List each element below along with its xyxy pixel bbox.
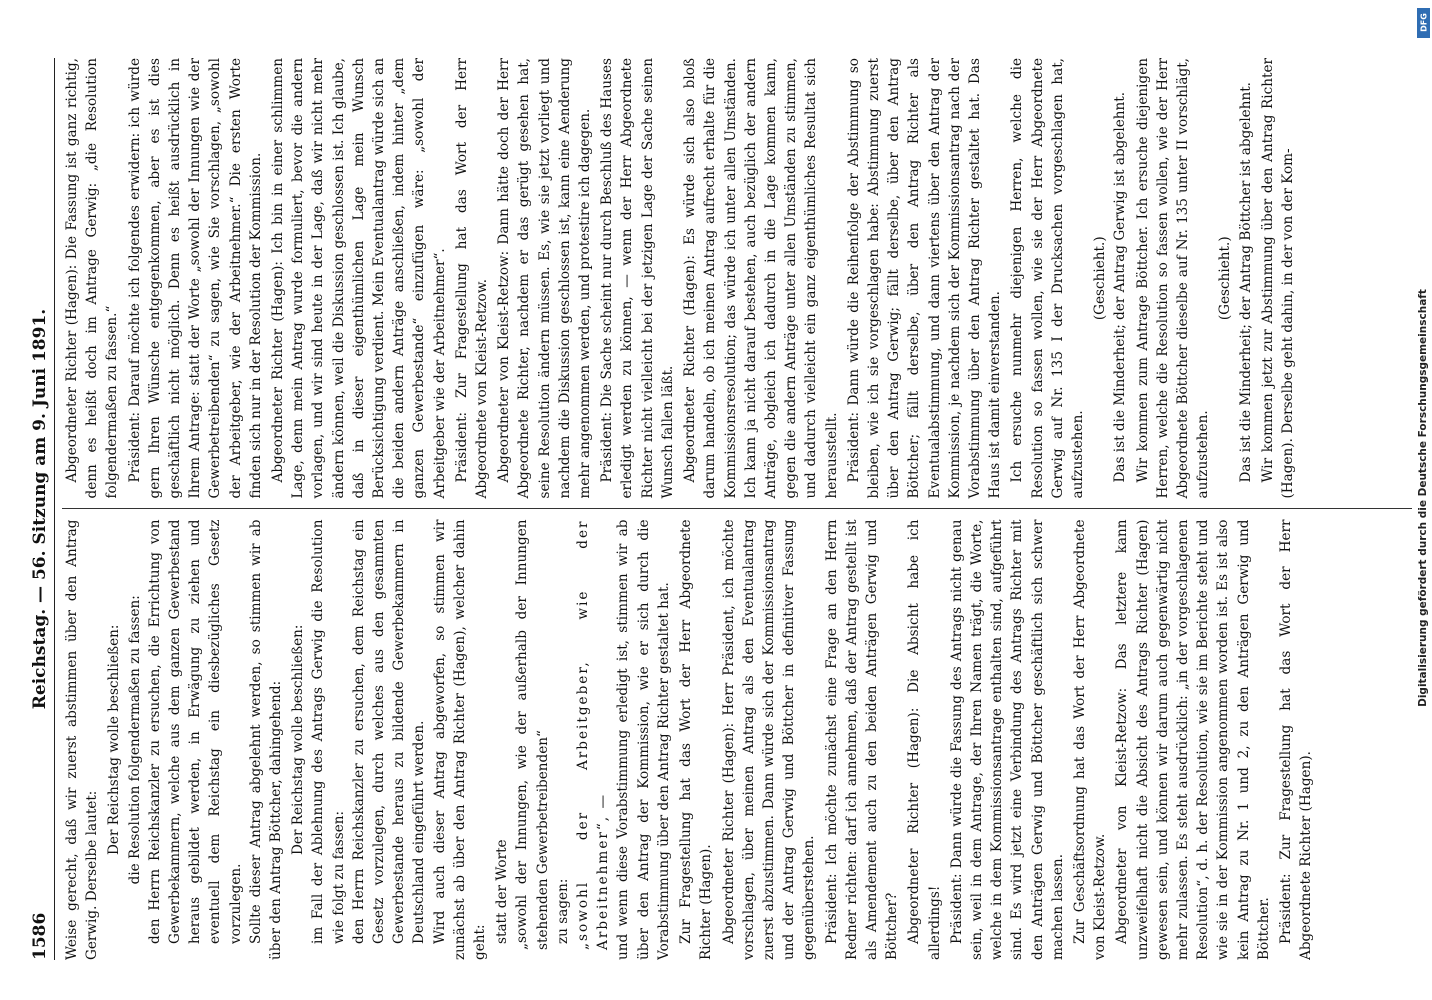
paragraph: Wir kommen zum Antrage Böttcher. Ich ersuche diejenigen Herren, welche die Resolution so fassen wollen, wie der Herr Abgeordnete Böttcher dieselbe auf Nr. 135 unter II vorschlägt, aufzustehen.	[1134, 58, 1212, 499]
speaker-paragraph: Präsident: Dann würde die Fassung des Antrags nicht genau sein, weil in dem Antrage, der Ihren Namen trägt, die Worte, welche in dem Kommissionsantrage enthalten sind, aufgeführt sind. Es wird jetzt eine Verbindung des Antrags Richter mit den Anträgen Gerwig und Böttcher geschäftlich sich schwer machen lassen.	[948, 519, 1066, 960]
quotation: „sowohl der Arbeitgeber, wie der Arbeitnehmer“, —	[575, 519, 612, 950]
speaker-paragraph: Abgeordneter von Kleist-Retzow: Dann hätte doch der Herr Abgeordnete Richter, nachdem er das gerügt gesehen hat, seine Resolution ändern müssen. Es, wie sie jetzt vorliegt und nachdem die Diskussion geschlossen ist, kann eine Aenderung mehr angenommen werden, und protestire ich dagegen.	[496, 58, 594, 499]
paragraph: Wird auch dieser Antrag abgeworfen, so stimmen wir zunächst ab über den Antrag Richter (Hagen), welcher dahin geht:	[431, 519, 489, 960]
speaker-paragraph: Abgeordneter Richter (Hagen): Die Fassung ist ganz richtig, denn es heißt doch im Antrage Gerwig: „die Resolution folgendermaßen zu fassen.“	[64, 58, 121, 499]
paragraph: den Herrn Reichskanzler zu ersuchen, die Errichtung von Gewerbekammern, welche aus dem ganzen Gewerbestand heraus gebildet werden, in Erwägung zu ziehen und eventuell dem Reichstag ein diesbezügliches Gesetz vorzulegen.	[146, 519, 244, 944]
right-column	[62, 58, 1412, 509]
paragraph: die Resolution folgendermaßen zu fassen:	[126, 595, 143, 885]
paragraph: den Herrn Reichskanzler zu ersuchen, dem Reichstag ein Gesetz vorzulegen, durch welches aus den gesammten Gewerbestande heraus zu bildende Gewerbekammern in Deutschland eingeführt werden.	[350, 519, 428, 944]
stage-direction: (Geschieht.)	[1217, 236, 1234, 321]
paragraph: Der Reichstag wolle beschließen:	[106, 624, 123, 855]
speaker-paragraph: Abgeordneter Richter (Hagen): Es würde sich also bloß darum handeln, ob ich meinen Antrag aufrecht erhalte für die Kommissionsresolution; das würde ich unter allen Umständen. Ich kann ja nicht darauf bestehen, auch bezüglich der andern Anträge, obgleich ich dadurch in die Lage kommen kann, gegen die andern Anträge unter allen Umständen zu stimmen, und dadurch vielleicht ein ganz eigenthümliches Resultat sich herausstellt.	[682, 58, 840, 499]
running-head	[24, 58, 55, 960]
speaker-paragraph: Abgeordneter Richter (Hagen): Herr Präsident, ich möchte vorschlagen, über meinen Antrag als den Eventualantrag zuerst abzustimmen. Dann würde sich der Kommissionsantrag und der Antrag Gerwig und Böttcher in definitiver Fassung gegenüberstehen.	[720, 519, 818, 960]
speaker-paragraph: Präsident: Ich möchte zunächst eine Frage an den Herrn Redner richten: darf ich annehmen, daß der Antrag gestellt ist als Amendement auch zu den beiden Anträgen Gerwig und Böttcher?	[823, 519, 901, 960]
paragraph: Das ist die Minderheit; der Antrag Gerwig ist abgelehnt.	[1112, 91, 1129, 483]
paragraph: statt der Worte	[494, 839, 511, 944]
paragraph: Zur Fragestellung hat das Wort der Herr Abgeordnete Richter (Hagen).	[678, 519, 715, 960]
paragraph: Das ist die Minderheit; der Antrag Böttcher ist abgelehnt.	[1237, 81, 1254, 483]
speaker-paragraph: Präsident: Zur Fragestellung hat das Wort der Herr Abgeordnete Richter (Hagen).	[1277, 519, 1315, 960]
stage-direction: (Geschieht.)	[1092, 236, 1109, 321]
speaker-paragraph: Präsident: Darauf möchte ich folgendes erwidern: ich würde gern Ihren Wünsche entgegenkommen, aber es ist dies geschäftlich nicht möglich. Denn es heißt ausdrücklich in Ihrem Antrage: statt der Worte „sowohl der Innungen wie der Gewerbetreibenden“ zu sagen, wie Sie vorschlagen, „sowohl der Arbeitgeber, wie der Arbeitnehmer.“ Die ersten Worte finden sich nur in der Resolution der Kommission.	[126, 58, 264, 499]
text-columns	[62, 58, 1412, 960]
dfg-logo-text: DFG	[1419, 13, 1429, 32]
speaker-paragraph: Abgeordneter von Kleist-Retzow: Das letztere kann unzweifelhaft nicht die Absicht des Antrags Richter (Hagen) gewesen sein, und können wir darum auch gegenwärtig nicht mehr zulassen. Es steht ausdrücklich: „in der vorgeschlagenen Resolution“, d. h. der Resolution, wie sie im Berichte steht und wie sie in der Kommission angenommen worden ist. Es ist also kein Antrag zu Nr. 1 und 2, zu den Anträgen Gerwig und Böttcher.	[1114, 519, 1272, 960]
credit-text: Digitalisierung gefördert durch die Deutsche Forschungsgemeinschaft	[1417, 289, 1429, 707]
left-column	[62, 509, 1412, 961]
paragraph: Zur Geschäftsordnung hat das Wort der Herr Abgeordnete von Kleist-Retzow.	[1071, 519, 1109, 960]
header-title: Reichstag. — 56. Sitzung am 9. Juni 1891.	[30, 308, 50, 710]
paragraph: und wenn diese Vorabstimmung erledigt ist, stimmen wir ab über den Antrag der Kommission, wie er sich durch die Vorabstimmung über den Antrag Richter gestaltet hat.	[615, 519, 672, 960]
digitization-credit	[1414, 0, 1432, 1000]
speaker-paragraph: Präsident: Zur Fragestellung hat das Wort der Herr Abgeordnete von Kleist-Retzow.	[453, 58, 491, 499]
paragraph: zu sagen:	[554, 878, 571, 944]
quotation: „sowohl der Innungen, wie der außerhalb der Innungen stehenden Gewerbetreibenden“	[514, 519, 551, 950]
speaker-paragraph: Abgeordneter Richter (Hagen): Die Absicht habe ich allerdings!	[906, 519, 943, 960]
paragraph: Weise gerecht, daß wir zuerst abstimmen über den Antrag Gerwig. Derselbe lautet:	[64, 519, 101, 960]
paragraph: Sollte dieser Antrag abgelehnt werden, so stimmen wir ab über den Antrag Böttcher, dahingehend:	[247, 519, 285, 960]
paragraph: im Fall der Ablehnung des Antrags Gerwig die Resolution wie folgt zu fassen:	[310, 519, 347, 944]
page-number: 1586	[30, 912, 50, 960]
speaker-paragraph: Abgeordneter Richter (Hagen): Ich bin in einer schlimmen Lage, denn mein Antrag wurde formuliert, bevor die andern vorlagen, und wir sind heute in der Lage, daß wir nicht mehr ändern können, weil die Diskussion geschlossen ist. Ich glaube, daß in dieser eigenthümlichen Lage mein Wunsch Berücksichtigung verdient. Mein Eventualantrag würde sich an die beiden andern Anträge anschließen, indem hinter „dem ganzen Gewerbestande“ einzufügen wäre: „sowohl der Arbeitgeber wie der Arbeitnehmer“.	[270, 58, 448, 499]
speaker-paragraph: Präsident: Die Sache scheint nur durch Beschluß des Hauses erledigt werden zu können, — wenn der Herr Abgeordnete Richter nicht vielleicht bei der jetzigen Lage der Sache seinen Wunsch fallen läßt.	[599, 58, 676, 499]
paragraph: Der Reichstag wolle beschließen:	[290, 624, 307, 855]
paragraph: Ich ersuche nunmehr diejenigen Herren, welche die Resolution so fassen wollen, wie sie der Herr Abgeordnete Gerwig auf Nr. 135 I der Drucksachen vorgeschlagen hat, aufzustehen.	[1009, 58, 1086, 499]
speaker-paragraph: Präsident: Dann würde die Reihenfolge der Abstimmung so bleiben, wie ich sie vorgeschlagen habe: Abstimmung zuerst über den Antrag Gerwig; fällt derselbe, über den Antrag Böttcher; fällt derselbe, über den Antrag Richter als Eventualabstimmung, und dann viertens über den Antrag der Kommission, je nachdem sich der Kommissionsantrag nach der Vorabstimmung über den Antrag Richter gestaltet hat. Das Haus ist damit einverstanden.	[845, 58, 1004, 499]
paragraph: Wir kommen jetzt zur Abstimmung über den Antrag Richter (Hagen). Derselbe geht dahin, in der von der Kom-	[1259, 58, 1296, 499]
